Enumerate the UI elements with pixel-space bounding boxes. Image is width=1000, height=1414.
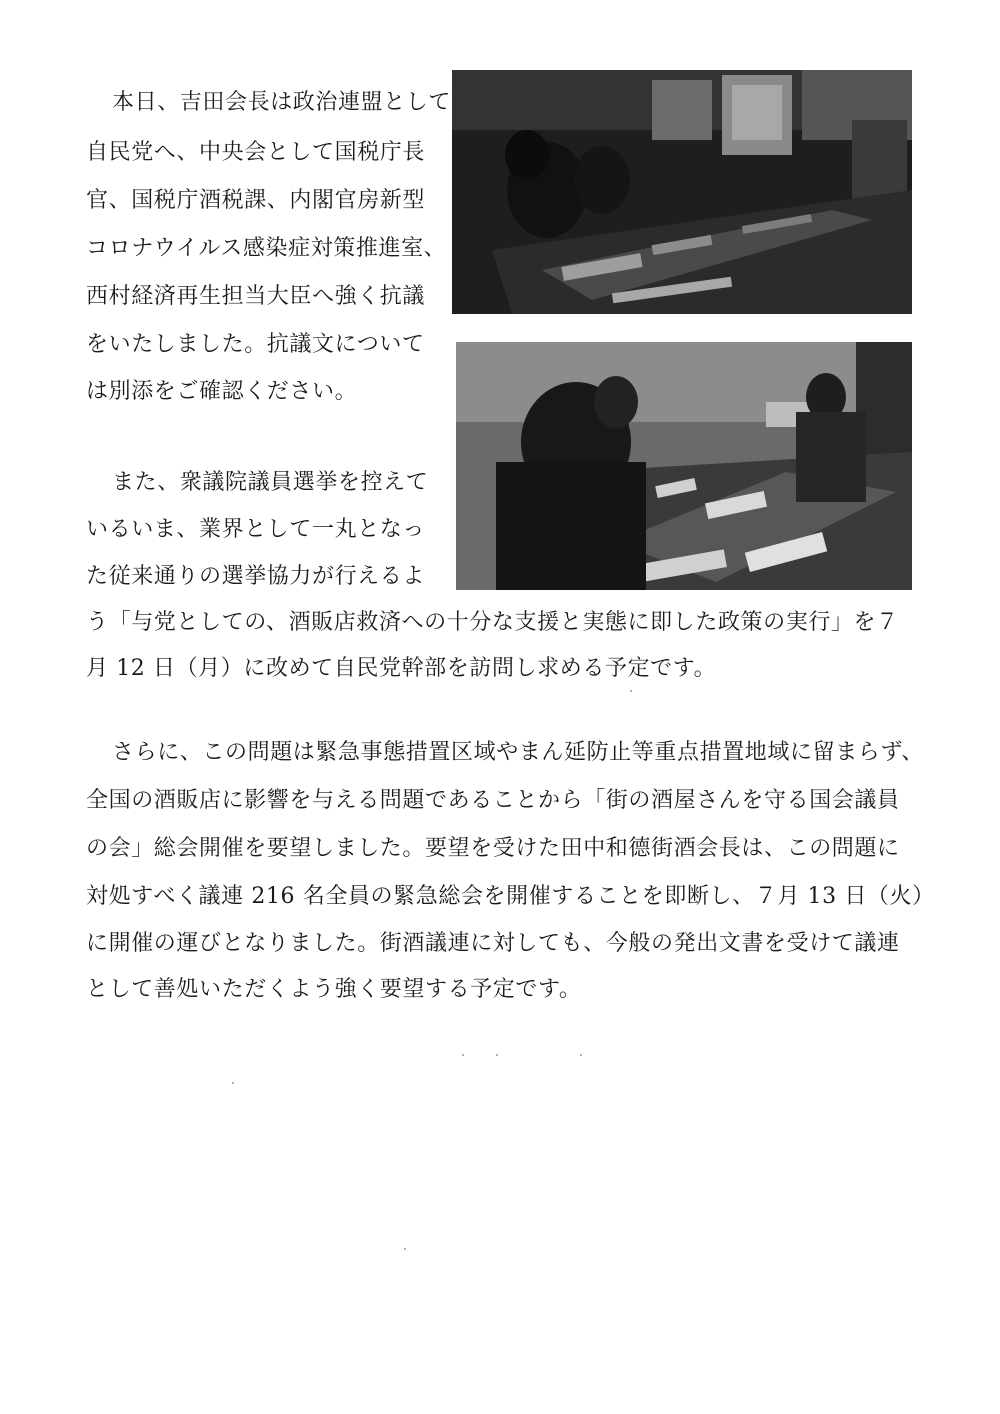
paragraph2-line: また、衆議院議員選挙を控えて <box>112 470 429 495</box>
paragraph3-line: として善処いただくよう強く要望する予定です。 <box>86 977 582 1002</box>
paragraph1-line: は別添をご確認ください。 <box>86 379 358 404</box>
meeting-photo-1 <box>452 70 912 314</box>
scan-speck <box>496 1054 498 1056</box>
paragraph1-line: 官、国税庁酒税課、内閣官房新型 <box>86 188 426 213</box>
paragraph1-line: 本日、吉田会長は政治連盟として <box>112 90 452 115</box>
paragraph1-line: 自民党へ、中央会として国税庁長 <box>86 140 426 165</box>
paragraph3-line: 全国の酒販店に影響を与える問題であることから「街の酒屋さんを守る国会議員 <box>86 788 900 813</box>
paragraph3-line: に開催の運びとなりました。街酒議連に対しても、今般の発出文書を受けて議連 <box>86 931 900 956</box>
meeting-photo-2 <box>456 342 912 590</box>
scan-speck <box>580 1054 582 1056</box>
paragraph2-line: う「与党としての、酒販店救済への十分な支援と実態に即した政策の実行」を７ <box>86 610 899 635</box>
scan-speck <box>462 1054 464 1056</box>
paragraph3-line: さらに、この問題は緊急事態措置区域やまん延防止等重点措置地域に留まらず、 <box>112 740 924 765</box>
paragraph3-line: の会」総会開催を要望しました。要望を受けた田中和德街酒会長は、この問題に <box>86 836 900 861</box>
paragraph1-line: をいたしました。抗議文について <box>86 332 425 357</box>
scan-speck <box>404 1248 406 1250</box>
paragraph2-line: 月 12 日（月）に改めて自民党幹部を訪問し求める予定です。 <box>86 656 717 681</box>
scan-speck <box>232 1082 234 1084</box>
paragraph2-line: た従来通りの選挙協力が行えるよ <box>86 564 426 589</box>
paragraph2-line: いるいま、業界として一丸となっ <box>86 517 426 542</box>
scan-speck <box>630 690 632 692</box>
paragraph3-line: 対処すべく議連 216 名全員の緊急総会を開催することを即断し、７月 13 日（火） <box>86 884 935 909</box>
paragraph1-line: 西村経済再生担当大臣へ強く抗議 <box>86 284 426 309</box>
paragraph1-line: コロナウイルス感染症対策推進室、 <box>86 236 447 261</box>
